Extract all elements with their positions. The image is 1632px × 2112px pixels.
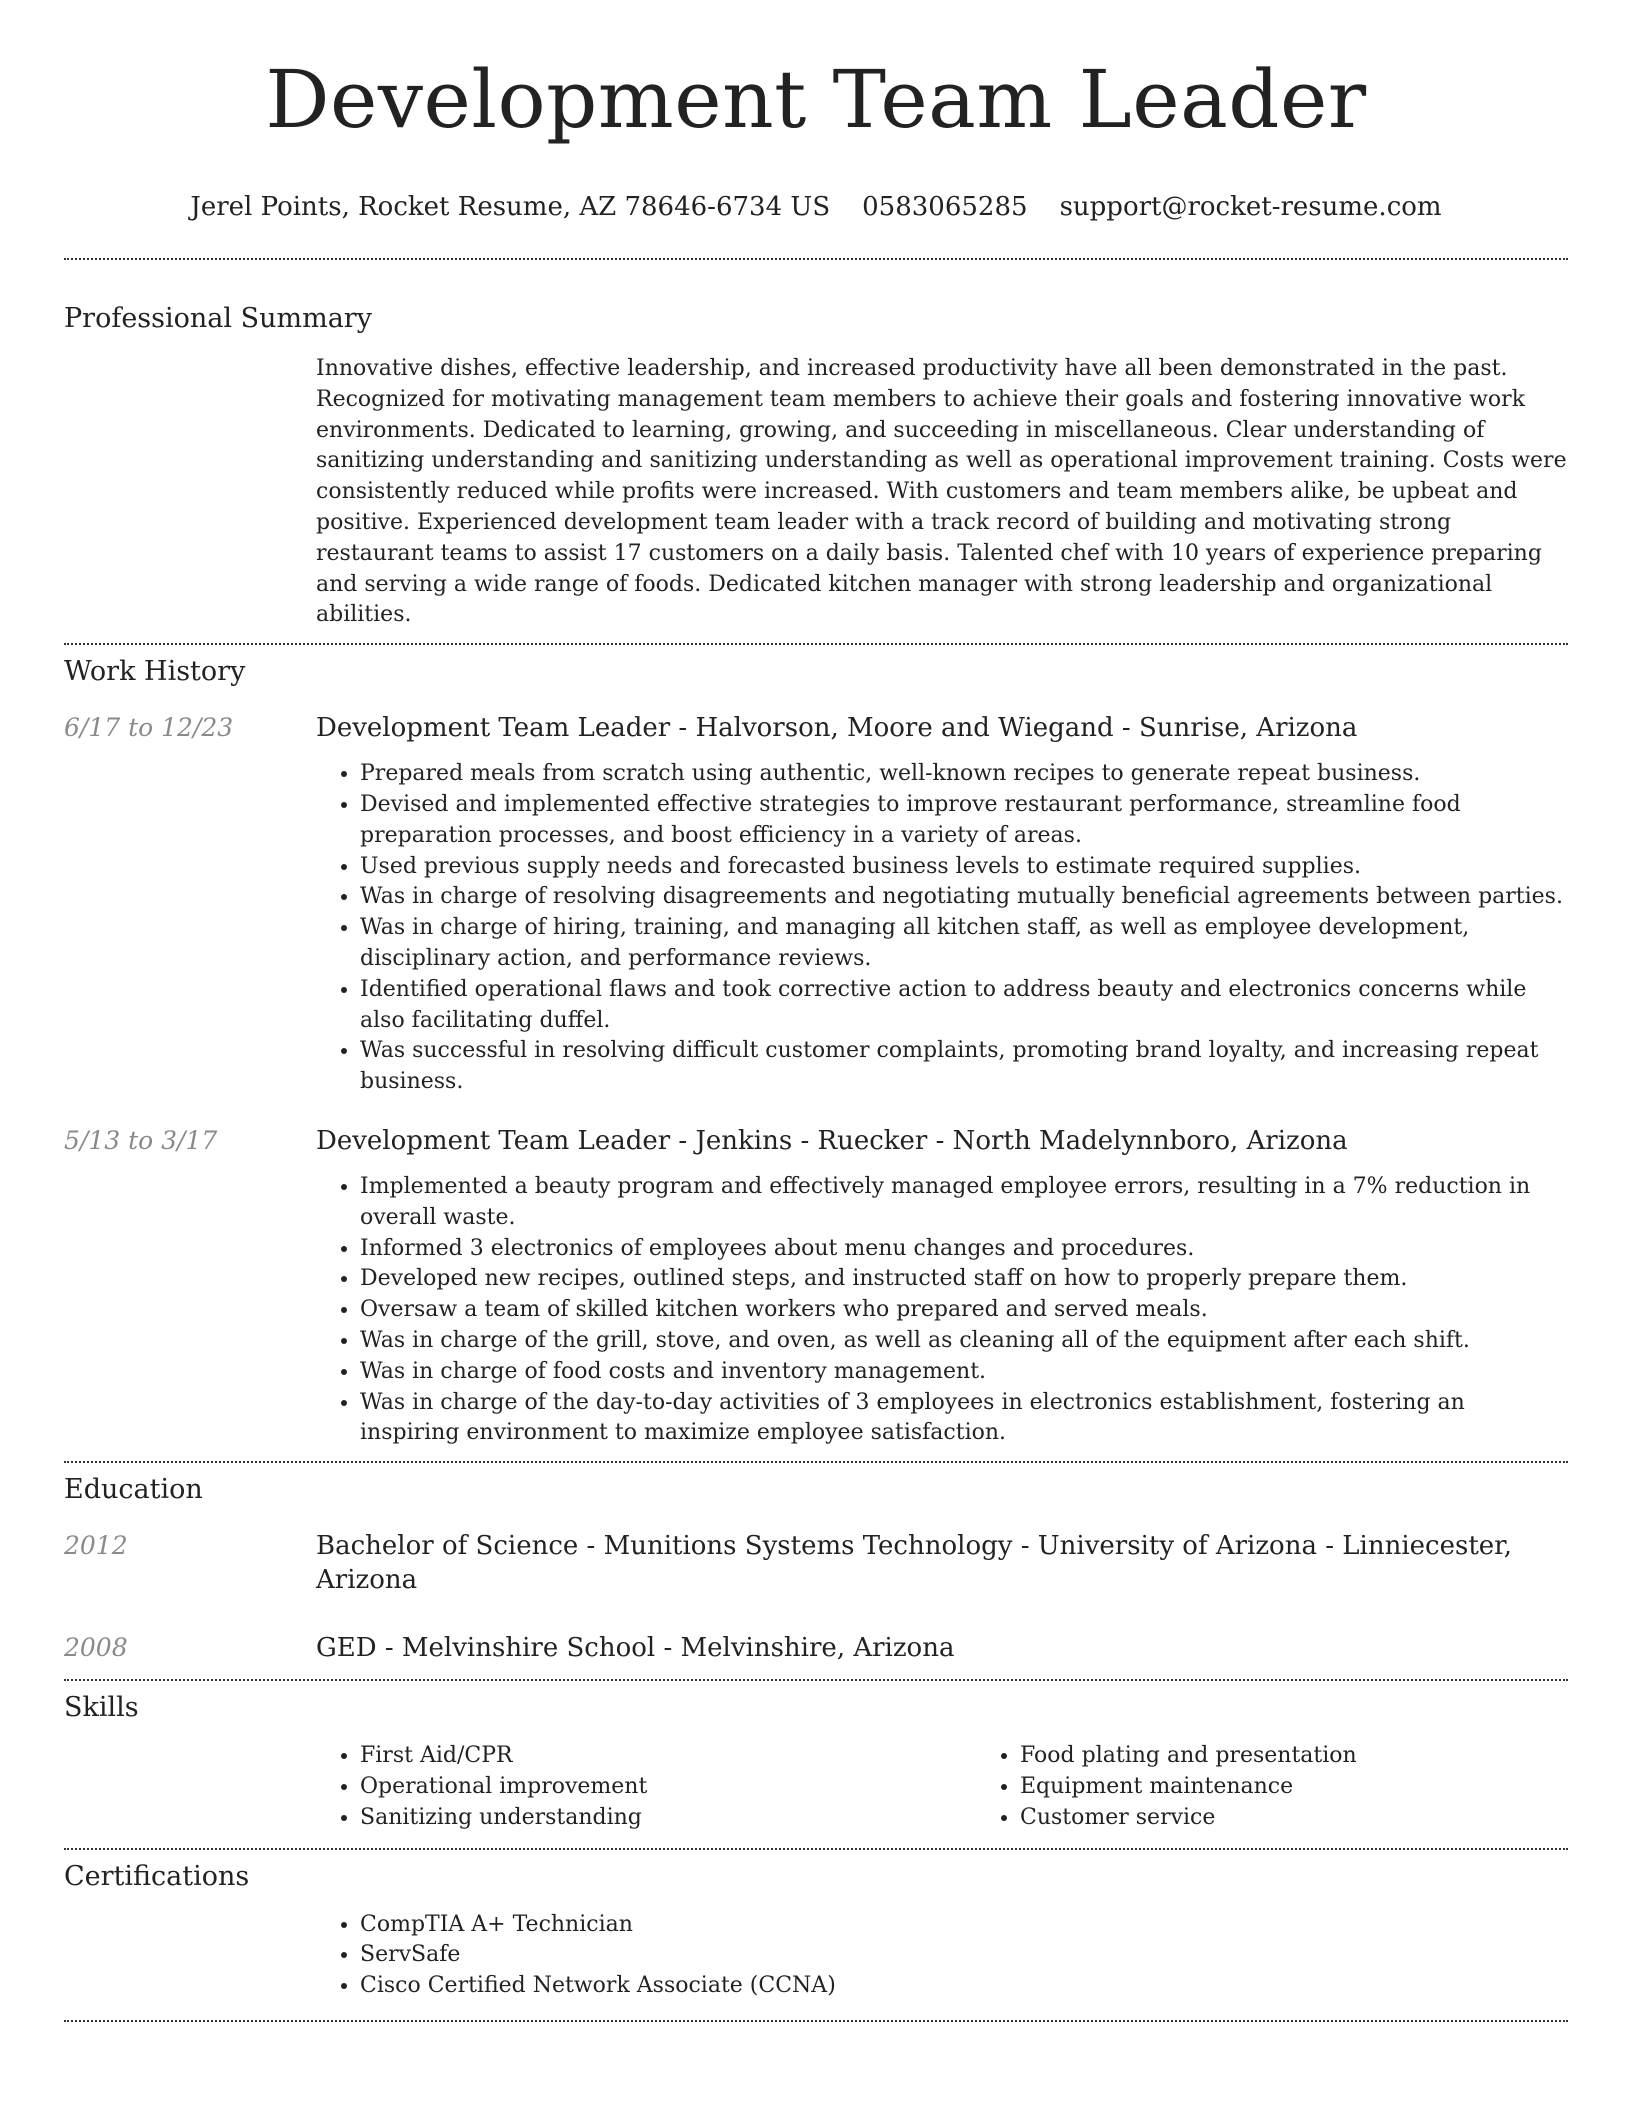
skills-column-2: [976, 1741, 1632, 1833]
skills-list: [316, 1741, 1632, 1833]
contact-email: support@rocket-resume.com: [1059, 192, 1442, 222]
job-title: Development Team Leader - Halvorson, Moore and Wiegand - Sunrise, Arizona: [316, 713, 1358, 744]
list-item: • Operational improvement: [360, 1772, 976, 1803]
list-item: • Was successful in resolving difficult customer complaints, promoting brand loyalty, and increasing repeat business.: [360, 1036, 1568, 1098]
list-item: • First Aid/CPR: [360, 1741, 976, 1772]
education-year: 2008: [64, 1633, 128, 1663]
page-title: Development Team Leader: [265, 53, 1367, 146]
education-degree: GED - Melvinshire School - Melvinshire, Arizona: [316, 1633, 955, 1664]
summary-text: Innovative dishes, effective leadership, and increased productivity have all been demonstrated in the past. Recognized for motivating management team members to achieve their goals and fostering innovative work environments. Dedicated to learning, growing, and succeeding in miscellaneous. Clear understanding of sanitizing understanding and sanitizing understanding as well as operational improvement training. Costs were consistently reduced while profits were increased. With customers and team members alike, be upbeat and positive. Experienced development team leader with a track record of building and motivating strong restaurant teams to assist 17 customers on a daily basis. Talented chef with 10 years of experience preparing and serving a wide range of foods. Dedicated kitchen manager with strong leadership and organizational abilities.: [316, 356, 1567, 628]
list-item: • Food plating and presentation: [1020, 1741, 1632, 1772]
list-item: • Was in charge of the grill, stove, and oven, as well as cleaning all of the equipment after each shift.: [360, 1326, 1568, 1357]
job-entry: [64, 711, 1568, 1098]
section-heading-certifications: Certifications: [64, 1860, 250, 1892]
job-bullets: [316, 1172, 1568, 1449]
list-item: • ServSafe: [360, 1940, 1568, 1971]
education-year: 2012: [64, 1531, 128, 1561]
job-bullets: [316, 759, 1568, 1098]
list-item: • Was in charge of hiring, training, and managing all kitchen staff, as well as employee development, disciplinary action, and performance reviews.: [360, 913, 1568, 975]
divider: [64, 2020, 1568, 2022]
list-item: • Equipment maintenance: [1020, 1772, 1632, 1803]
section-heading-skills: Skills: [64, 1692, 139, 1724]
list-item: • CompTIA A+ Technician: [360, 1910, 1568, 1941]
summary-section: [64, 260, 1568, 631]
list-item: • Cisco Certified Network Associate (CCNA): [360, 1971, 1568, 2002]
list-item: • Customer service: [1020, 1803, 1632, 1834]
list-item: • Sanitizing understanding: [360, 1803, 976, 1834]
work-history-section: [64, 645, 1568, 1449]
education-entry: [64, 1529, 1568, 1597]
list-item: • Was in charge of food costs and inventory management.: [360, 1357, 1568, 1388]
job-dates: 6/17 to 12/23: [64, 713, 234, 743]
list-item: • Was in charge of resolving disagreements and negotiating mutually beneficial agreements between parties.: [360, 882, 1568, 913]
skills-section: [64, 1681, 1568, 1833]
contact-line: [64, 190, 1568, 224]
list-item: • Developed new recipes, outlined steps, and instructed staff on how to properly prepare them.: [360, 1264, 1568, 1295]
list-item: • Devised and implemented effective strategies to improve restaurant performance, streamline food preparation processes, and boost efficiency in a variety of areas.: [360, 790, 1568, 852]
list-item: • Identified operational flaws and took corrective action to address beauty and electronics concerns while also facilitating duffel.: [360, 975, 1568, 1037]
section-heading-summary: Professional Summary: [64, 303, 372, 334]
education-entry: [64, 1631, 1568, 1665]
certifications-section: [64, 1850, 1568, 2002]
list-item: • Prepared meals from scratch using authentic, well-known recipes to generate repeat business.: [360, 759, 1568, 790]
section-heading-education: Education: [64, 1474, 203, 1506]
section-heading-work: Work History: [64, 656, 246, 688]
education-degree: Bachelor of Science - Munitions Systems Technology - University of Arizona - Linniecester, Arizona: [316, 1531, 1512, 1596]
list-item: • Oversaw a team of skilled kitchen workers who prepared and served meals.: [360, 1295, 1568, 1326]
list-item: • Implemented a beauty program and effectively managed employee errors, resulting in a 7% reduction in overall waste.: [360, 1172, 1568, 1234]
certifications-list: [316, 1910, 1568, 2002]
job-dates: 5/13 to 3/17: [64, 1125, 218, 1155]
list-item: • Informed 3 electronics of employees about menu changes and procedures.: [360, 1234, 1568, 1265]
list-item: • Used previous supply needs and forecasted business levels to estimate required supplies.: [360, 852, 1568, 883]
list-item: • Was in charge of the day-to-day activities of 3 employees in electronics establishment, fostering an inspiring environment to maximize employee satisfaction.: [360, 1388, 1568, 1450]
skills-column-1: [316, 1741, 976, 1833]
job-title: Development Team Leader - Jenkins - Ruecker - North Madelynnboro, Arizona: [316, 1125, 1348, 1156]
education-section: [64, 1463, 1568, 1665]
job-entry: [64, 1124, 1568, 1449]
contact-address: Jerel Points, Rocket Resume, AZ 78646-6734 US: [190, 192, 831, 222]
contact-phone: 0583065285: [862, 192, 1028, 222]
